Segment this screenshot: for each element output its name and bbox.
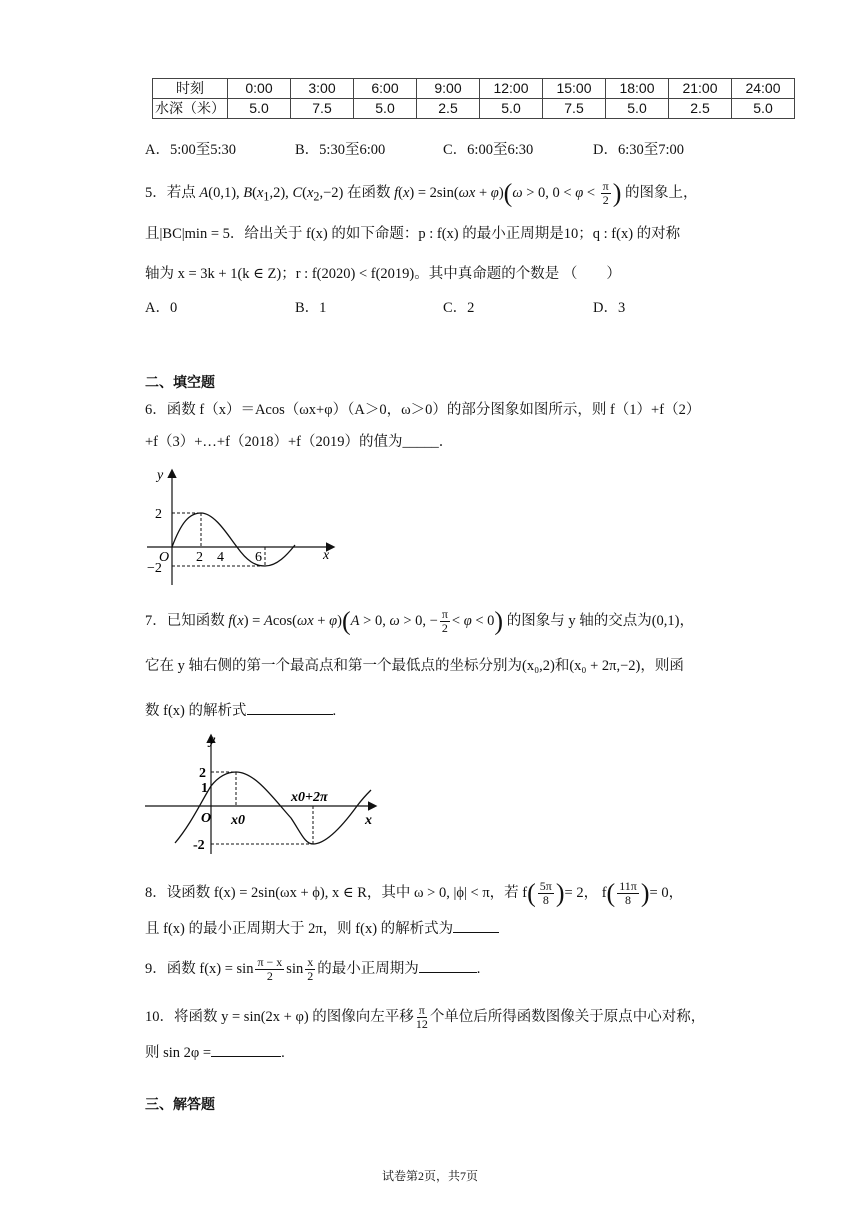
graph-1: [145, 465, 345, 590]
q10-suffix: 个单位后所得函数图像关于原点中心对称，: [429, 1008, 706, 1025]
q10-line2: 则 sin 2φ = .: [145, 1042, 285, 1063]
q8-fraction-2: $\frac{11\pi}{8}$: [619, 879, 637, 907]
q8-suffix: = 0，: [649, 884, 684, 901]
page-footer: 试卷第2页，共7页: [381, 1169, 478, 1183]
q8-mid: = 2， f: [564, 884, 607, 901]
origin-label: O: [201, 811, 212, 826]
table-cell: 9:00: [417, 79, 480, 99]
q7-suffix: 的图象与 y 轴的交点为(0,1)，: [506, 612, 694, 629]
table-cell: 2.5: [669, 99, 732, 119]
q5-line2: 且|BC|min = 5．给出关于 f(x) 的如下命题：p : f(x) 的最小正周期是10；q : f(x) 的对称: [145, 226, 681, 242]
table-cell: 5.0: [732, 99, 795, 119]
q5-option-c: C．2: [443, 300, 475, 316]
q7-fraction: $\frac{\pi}{2}$: [441, 607, 448, 635]
q7-line3-text: 数 f(x) 的解析式: [145, 703, 247, 719]
tick-label: -2: [193, 838, 205, 853]
q4-option-d: D．6:30至7:00: [593, 142, 685, 158]
q4-option-a: A．5:00至5:30: [145, 142, 237, 158]
section-heading: 二、填空题: [145, 374, 215, 390]
q5-option-b: B．1: [295, 300, 327, 316]
q8-fraction-1: $\frac{5\pi}{8}$: [539, 879, 552, 907]
table-cell: 7.5: [291, 99, 354, 119]
table-cell: 5.0: [480, 99, 543, 119]
x-label: x: [365, 813, 372, 828]
q5-fraction: $\frac{\pi}{2}$: [602, 179, 609, 207]
table-cell: 3:00: [291, 79, 354, 99]
answer-blank: [453, 918, 499, 933]
q4-option-b: B．5:30至6:00: [295, 142, 386, 158]
q10-line2-text: 则 sin 2φ =: [145, 1045, 212, 1061]
table-cell: 6:00: [354, 79, 417, 99]
tick-label: 1: [201, 781, 208, 796]
tick-label: 6: [255, 550, 262, 565]
q7-line1: 7．已知函数 f(x) = Acos(ωx + φ)(A > 0, ω > 0, − $\frac{\pi}{2}$ < φ < 0) 的图象与 y 轴的交点为(0,1)，: [145, 606, 694, 636]
tick-label: −2: [147, 561, 162, 576]
table-cell: 7.5: [543, 99, 606, 119]
q5-line3: 轴为 x = 3k + 1(k ∈ Z)；r : f(2020) < f(2019)。其中真命题的个数是 （ ）: [145, 266, 621, 282]
table-cell: 18:00: [606, 79, 669, 99]
table-header-label: 时刻: [153, 79, 228, 99]
q8-line1: 8．设函数 f(x) = 2sin(ωx + ϕ), x ∈ R，其中 ω > 0, |ϕ| < π，若 f( $\frac{5\pi}{8}$ )= 2， f( $\frac{11\pi}{8}$ )= 0，: [145, 878, 684, 908]
y-label: y: [157, 468, 164, 483]
q5-prefix: 5．若点: [145, 184, 196, 201]
q10-line1: [145, 1004, 705, 1031]
tick-label: x0: [231, 813, 245, 828]
table-cell: 5.0: [354, 99, 417, 119]
q10-fraction: $\frac{\pi}{12}$: [415, 1003, 428, 1031]
q5-option-a: A．0: [145, 300, 178, 316]
q9-mid: sin: [286, 960, 304, 977]
q8-prefix: 8．设函数 f(x) = 2sin(ωx + ϕ), x ∈ R，其中 ω > 0, |ϕ| < π，若 f: [145, 884, 528, 901]
table-cell: 15:00: [543, 79, 606, 99]
y-label: y: [209, 733, 216, 748]
answer-blank: [211, 1042, 281, 1057]
q10-prefix: 10．将函数 y = sin(2x + φ) 的图像向左平移: [145, 1008, 414, 1025]
table-cell: 24:00: [732, 79, 795, 99]
table-row-label: 水深（米）: [153, 99, 228, 119]
table-row: [153, 99, 795, 119]
answer-blank: [247, 700, 333, 715]
tick-label: x0+2π: [291, 790, 328, 805]
graph-2: [145, 728, 385, 858]
q9-fraction-1: $\frac{\pi - x}{2}$: [257, 955, 283, 983]
q9-suffix: 的最小正周期为: [317, 960, 419, 977]
section-heading: 三、解答题: [145, 1096, 215, 1112]
q6-line1: 6．函数 f（x）＝Acos（ωx+φ）（A＞0，ω＞0）的部分图象如图所示，则 f（1）+f（2）: [145, 402, 701, 418]
tide-table: [152, 78, 795, 119]
origin-label: O: [159, 550, 170, 565]
curve: [172, 513, 295, 566]
tick-label: 4: [217, 550, 224, 565]
q5-suffix: 的图象上，: [625, 184, 698, 201]
q5-line1: 5．若点 A(0,1), $B(x_1,2)$, $C(x_2,-2)$ 在函数 f(x) = 2sin(ωx + φ)(ω > 0, 0 < φ < $\frac{\pi}{2}$ ) 的图象上，: [145, 178, 698, 208]
table-cell: 0:00: [228, 79, 291, 99]
q8-line2-text: 且 f(x) 的最小正周期大于 2π，则 f(x) 的解析式为: [145, 921, 454, 937]
q6-line2: +f（3）+…+f（2018）+f（2019）的值为_____．: [145, 434, 454, 450]
q5-mid: 在函数: [346, 184, 391, 201]
table-cell: 5.0: [228, 99, 291, 119]
tick-label: 2: [199, 766, 206, 781]
tick-label: 2: [155, 507, 162, 522]
tick-label: 2: [196, 550, 203, 565]
q4-option-c: C．6:00至6:30: [443, 142, 534, 158]
q9-line: 9．函数 f(x) = sin $\frac{\pi - x}{2}$ sin $\frac{x}{2}$ 的最小正周期为 .: [145, 955, 481, 983]
q9-prefix: 9．函数 f(x) = sin: [145, 960, 254, 977]
q5-option-d: D．3: [593, 300, 626, 316]
table-cell: 21:00: [669, 79, 732, 99]
x-label: x: [323, 548, 330, 563]
q7-prefix: 7．已知函数: [145, 612, 225, 629]
q7-line3: 数 f(x) 的解析式 .: [145, 700, 336, 721]
table-cell: 2.5: [417, 99, 480, 119]
table-row: [153, 79, 795, 99]
answer-blank: [419, 958, 477, 973]
q7-line2: 它在 y 轴右侧的第一个最高点和第一个最低点的坐标分别为(x₀,2)和(x₀ + 2π,−2)，则函: [145, 658, 684, 674]
q9-fraction-2: $\frac{x}{2}$: [307, 955, 314, 983]
table-cell: 5.0: [606, 99, 669, 119]
q8-line2: [145, 918, 499, 939]
table-cell: 12:00: [480, 79, 543, 99]
